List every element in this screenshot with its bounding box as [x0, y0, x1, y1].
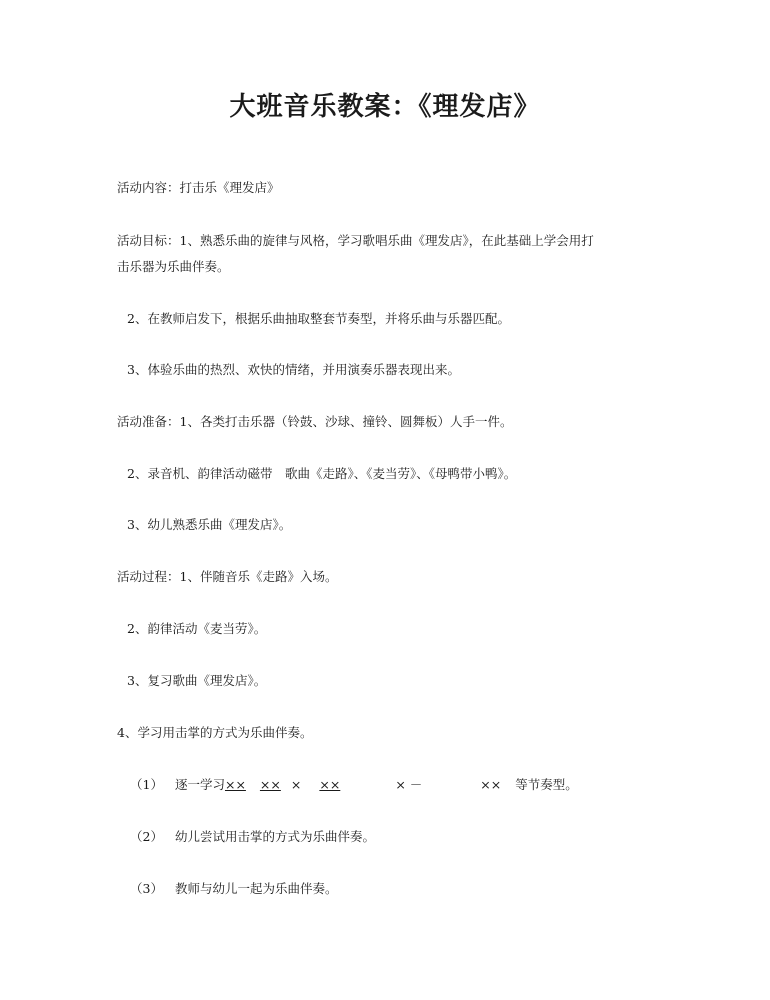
goal-item-2: 2、在教师启发下，根据乐曲抽取整套节奏型，并将乐曲与乐器匹配。: [127, 311, 510, 326]
preparation-item-2: 2、录音机、韵律活动磁带 歌曲《走路》、《麦当劳》、《母鸭带小鸭》。: [127, 466, 517, 481]
substep-3-text: 教师与幼儿一起为乐曲伴奏。: [174, 881, 338, 896]
rhythm-line: [130, 777, 578, 793]
substep-3-number: （3）: [130, 881, 163, 896]
process-item-3: 3、复习歌曲《理发店》。: [127, 673, 267, 688]
substep-2-text: 幼儿尝试用击掌的方式为乐曲伴奏。: [174, 829, 375, 844]
rhythm-number: （1）: [130, 777, 163, 792]
substep-2: [130, 829, 375, 845]
rhythm-pattern-5: × －: [395, 777, 423, 792]
activity-goal-line1: 活动目标：1、熟悉乐曲的旋律与风格，学习歌唱乐曲《理发店》，在此基础上学会用打: [117, 233, 594, 248]
process-item-4: 4、学习用击掌的方式为乐曲伴奏。: [117, 725, 313, 740]
rhythm-tail: 等节奏型。: [515, 777, 578, 792]
rhythm-pattern-2: ××: [259, 777, 281, 792]
preparation-item-3: 3、幼儿熟悉乐曲《理发店》。: [127, 517, 292, 532]
rhythm-pattern-3: ×: [290, 777, 302, 792]
activity-preparation: 活动准备：1、各类打击乐器（铃鼓、沙球、撞铃、圆舞板）人手一件。: [117, 414, 513, 429]
activity-goal-line2: 击乐器为乐曲伴奏。: [117, 259, 230, 274]
substep-2-number: （2）: [130, 829, 163, 844]
goal-item-3: 3、体验乐曲的热烈、欢快的情绪，并用演奏乐器表现出来。: [127, 362, 460, 377]
activity-content: 活动内容：打击乐《理发店》: [117, 180, 280, 195]
rhythm-pattern-6: ××: [480, 777, 502, 792]
rhythm-lead: 逐一学习: [174, 777, 225, 792]
activity-process: 活动过程：1、伴随音乐《走路》入场。: [117, 569, 338, 584]
process-item-2: 2、韵律活动《麦当劳》。: [127, 621, 267, 636]
substep-3: [130, 881, 337, 897]
document-title: 大班音乐教案：《理发店》: [229, 92, 541, 122]
rhythm-pattern-1: ××: [224, 777, 246, 792]
rhythm-pattern-4: ××: [319, 777, 341, 792]
